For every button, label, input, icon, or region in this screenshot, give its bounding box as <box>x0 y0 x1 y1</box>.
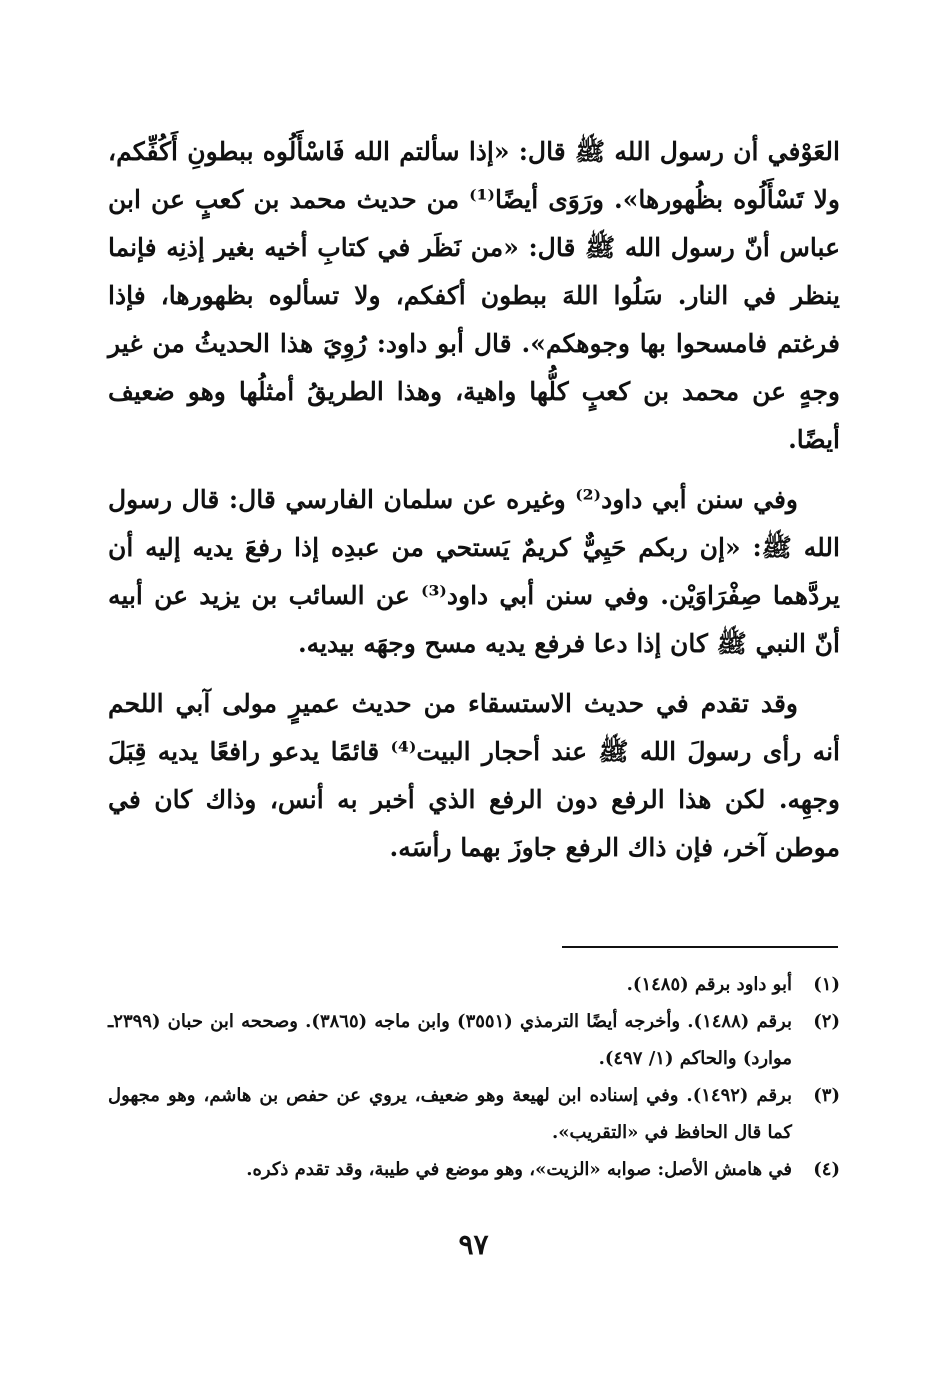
footnote-number: (٢) <box>813 1011 840 1032</box>
footnote-divider <box>562 946 838 948</box>
footnote-2 <box>108 1003 840 1077</box>
footnote-1 <box>108 966 840 1003</box>
page-number: ٩٧ <box>458 1228 489 1261</box>
paragraph-3: وقد تقدم في حديث الاستسقاء من حديث عميرٍ مولى آبي اللحم أنه رأى رسولَ الله ﷺ عند أحجار البيت⁽⁴⁾ قائمًا يدعو رافعًا يديه قِبَلَ وجهِه. لكن هذا الرفع دون الرفع الذي أخبر به أنس، وذاك كان في موطن آخر، فإن ذاك الرفع جاوزَ بهما رأسَه. <box>108 689 840 862</box>
footnotes <box>108 966 840 1188</box>
footnote-text: برقم (١٤٨٨). وأخرجه أيضًا الترمذي (٣٥٥١) وابن ماجه (٣٨٦٥). وصححه ابن حبان (٢٣٩٩ـ موارد) والحاكم (١/ ٤٩٧). <box>108 1011 793 1069</box>
footnote-text: أبو داود برقم (١٤٨٥). <box>626 974 792 995</box>
footnote-number: (١) <box>813 974 840 995</box>
paragraph-2: وفي سنن أبي داود⁽²⁾ وغيره عن سلمان الفارسي قال: قال رسول الله ﷺ: «إن ربكم حَيِيٌّ كريمٌ يَستحي من عبدِه إذا رفعَ يديه إليه أن يردَّهما صِفْرَاوَيْن. وفي سنن أبي داود⁽³⁾ عن السائب بن يزيد عن أبيه أنّ النبي ﷺ كان إذا دعا فرفع يديه مسح وجهَه بيديه. <box>108 485 841 658</box>
footnote-number: (٣) <box>813 1085 840 1106</box>
footnote-text: في هامش الأصل: صوابه «الزيت»، وهو موضع في طيبة، وقد تقدم ذكره. <box>246 1159 792 1180</box>
footnote-3 <box>108 1077 840 1151</box>
main-text <box>108 128 840 884</box>
footnote-number: (٤) <box>813 1159 840 1180</box>
paragraph-1: العَوْفي أن رسول الله ﷺ قال: «إذا سألتم الله فَاسْأَلُوه ببطونِ أَكُفِّكم، ولا تَسْأَلُوه بظُهورها». ورَوَى أيضًا⁽¹⁾ من حديث محمد بن كعبٍ عن ابن عباس أنّ رسول الله ﷺ قال: «من نَظَر في كتابِ أخيه بغير إذنِه فإنما ينظر في النار. سَلُوا اللهَ ببطون أكفكم، ولا تسألوه بظهورها، فإذا فرغتم فامسحوا بها وجوهكم». قال أبو داود: رُوِيَ هذا الحديثُ من غير وجهٍ عن محمد بن كعبٍ كلُّها واهية، وهذا الطريقُ أمثلُها وهو ضعيف أيضًا. <box>108 137 840 454</box>
footnote-4 <box>108 1151 840 1188</box>
footnote-text: برقم (١٤٩٢). وفي إسناده ابن لهيعة وهو ضعيف، يروي عن حفص بن هاشم، وهو مجهول كما قال الحافظ في «التقريب». <box>108 1085 793 1143</box>
